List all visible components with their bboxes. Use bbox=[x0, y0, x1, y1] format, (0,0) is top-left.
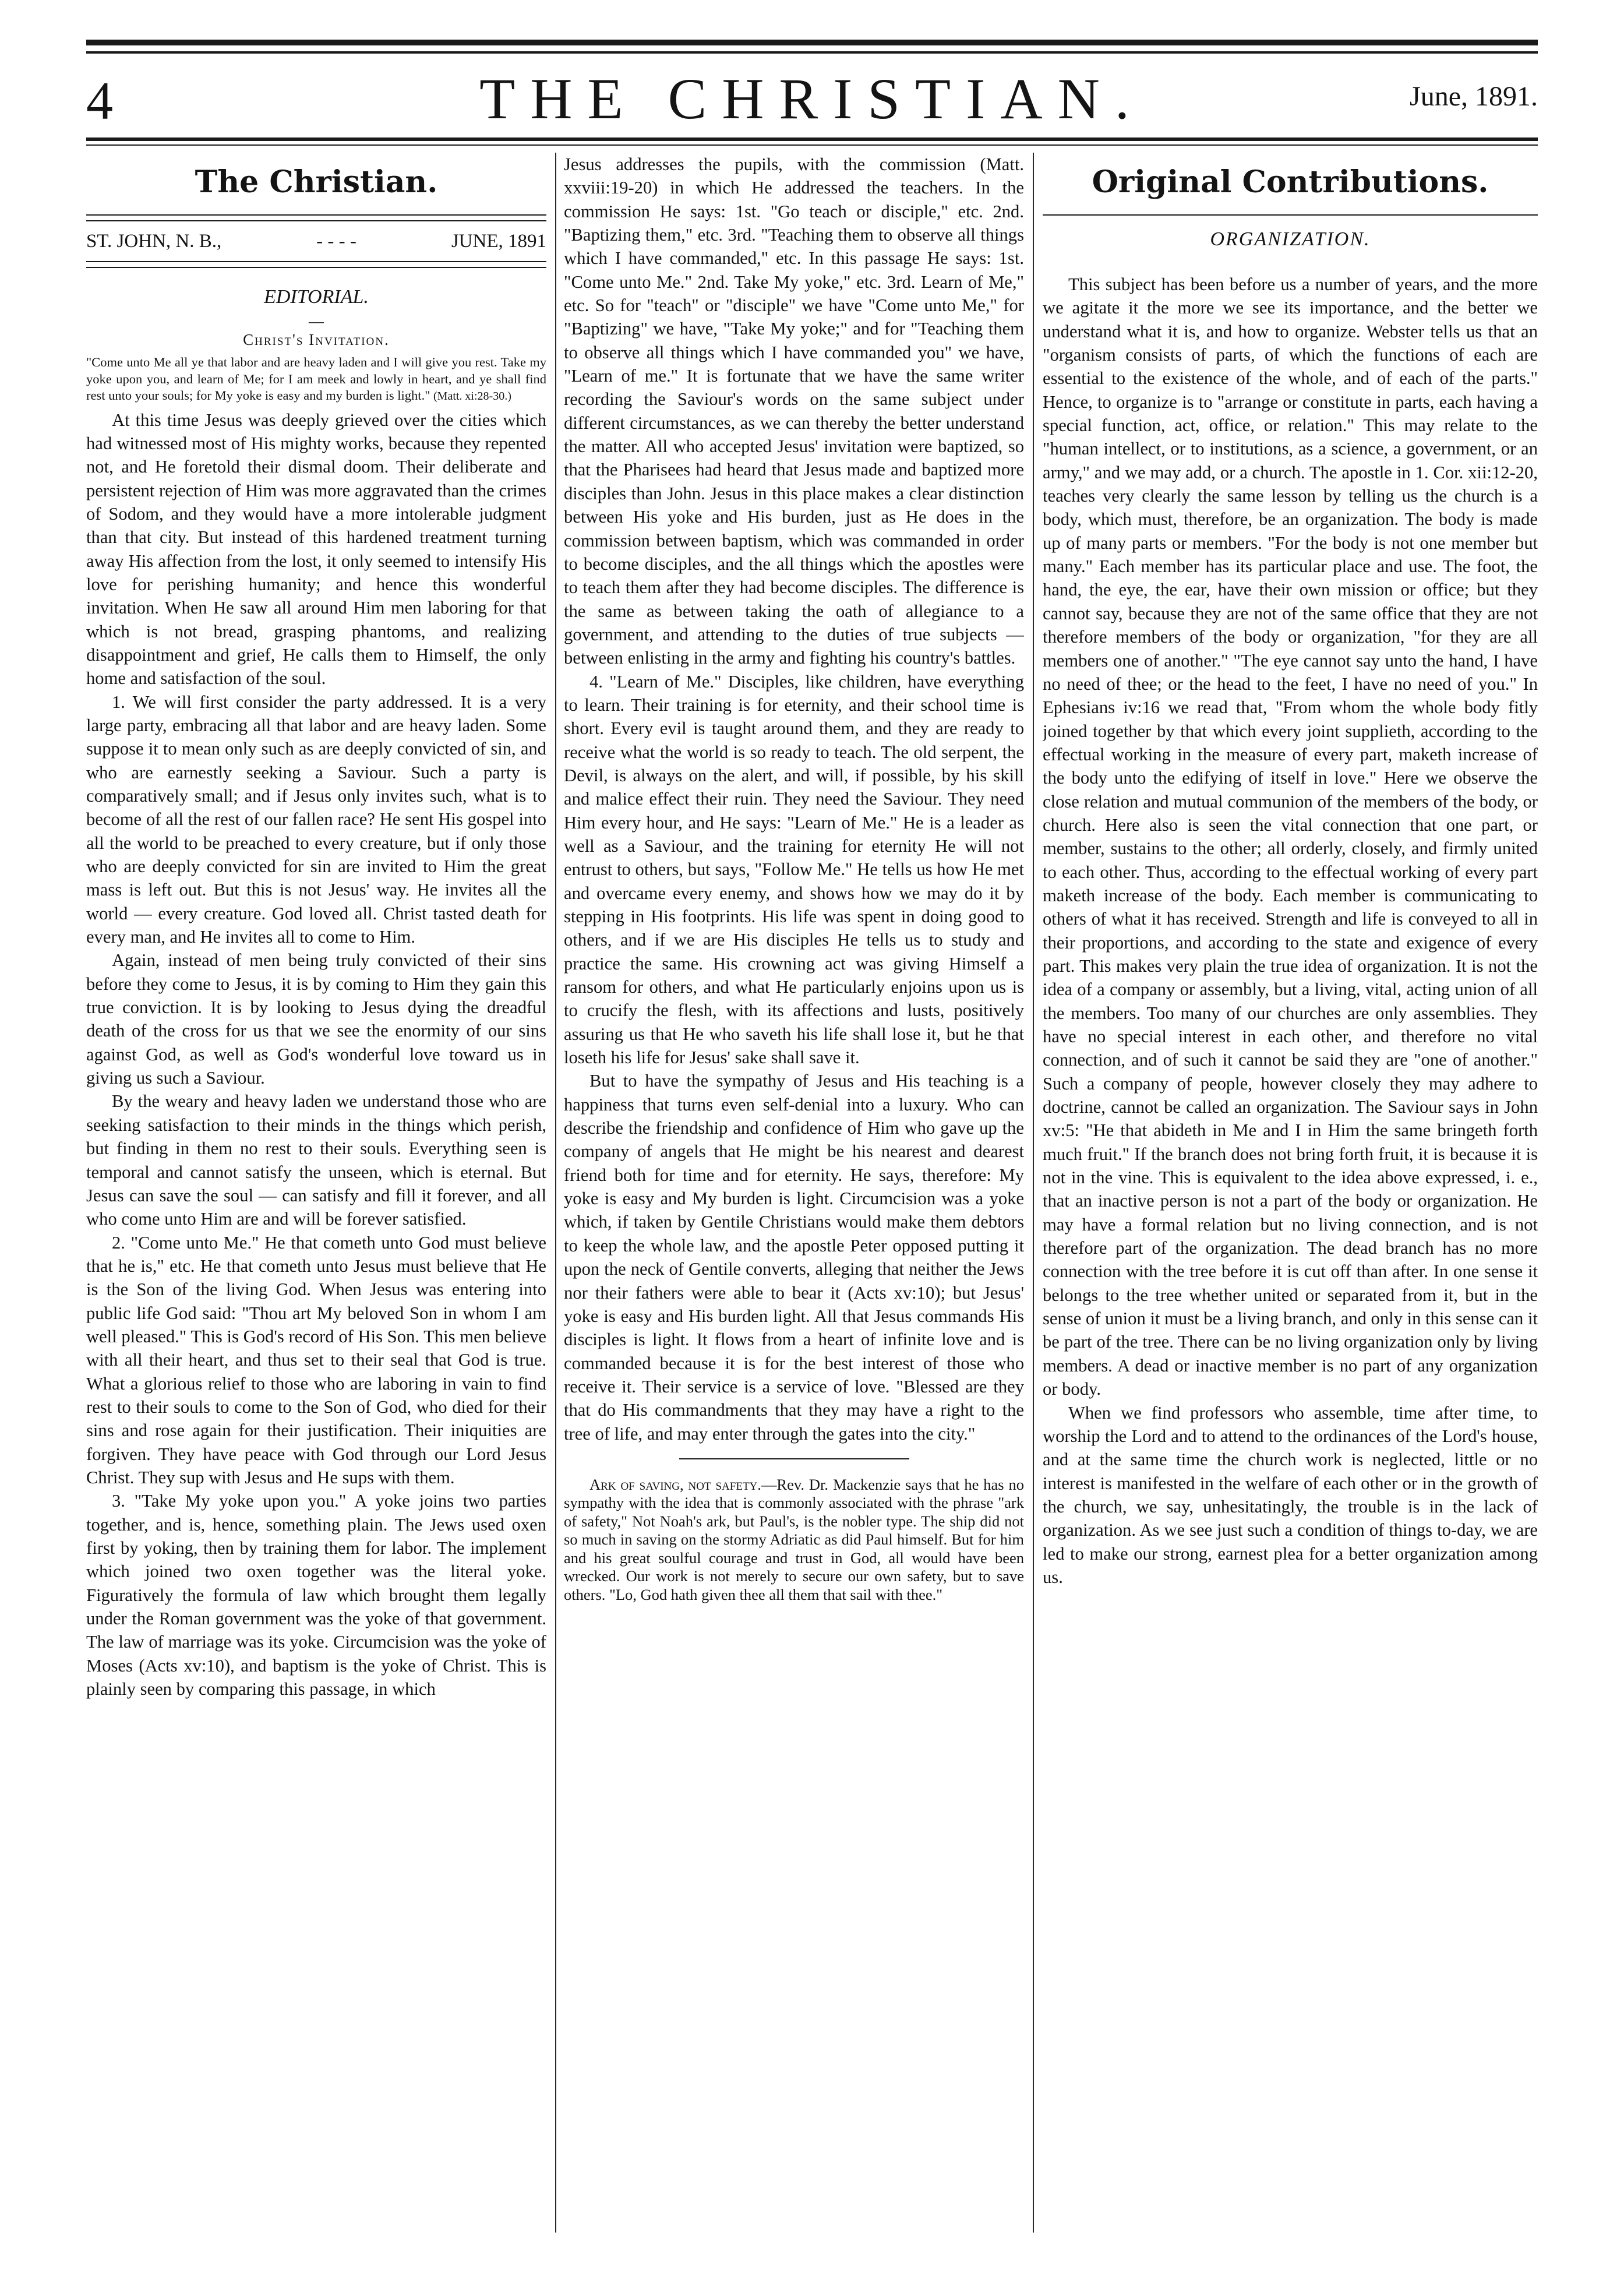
column-middle bbox=[564, 153, 1024, 2233]
column-rule bbox=[86, 261, 546, 268]
column-divider bbox=[555, 153, 556, 2233]
dateline-dots: - - - - bbox=[316, 231, 356, 252]
paragraph: 1. We will first consider the party addressed. It is a very large party, embracing all that labor and are heavy laden. Some suppose it to mean only such as are deeply convicted of sin, and who are earnestly seeking a Saviour. Such a party is comparatively small; and if Jesus only invites such, what is to become of all the rest of our fallen race? He sent His gospel into all the world to be preached to every creature, but if only those who are deeply convicted for sin are invited to Him the great mass is left out. But this is not Jesus' way. He invites all the world — every creature. God loved all. Christ tasted death for every man, and He invites all to come to Him. bbox=[86, 692, 546, 947]
dateline-date: JUNE, 1891 bbox=[451, 231, 546, 252]
ark-heading: Ark of saving, not safety. bbox=[589, 1475, 761, 1493]
masthead bbox=[86, 65, 1538, 135]
paragraph: This subject has been before us a number of years, and the more we agitate it the more we see its importance, and the better we understand what it is, and how to organize. Webster tells us that an "organism consists of parts, of which the functions of each are essential to the existence of the whole, and of each of the parts." Hence, to organize is to "arrange or constitute in parts, each having a special function, act, office, or relation." This may relate to the "human intellect, or to institutions, as a science, a government, or an army," and we may add, or a church. The apostle in 1. Cor. xii:12-20, teaches very clearly the same lesson by telling us the church is a body, which must, therefore, be an organization. The body is made up of many parts or members. "For the body is not one member but many." Each member has its particular place and use. The foot, the hand, the eye, the ear, have their own mission or office; but they cannot say, because they are not of the same office that they are not therefore members of the body or organization, "for they are all members one of another." "The eye cannot say unto the hand, I have no need of thee; or the head to the feet, I have no need of you." In Ephesians iv:16 we read that, "From whom the whole body fitly joined together by that which every joint supplieth, according to the effectual working in the measure of every part, maketh increase of the body unto the edifying of itself in love." Here we observe the close relation and mutual communion of the members of the body, or church. Here also is seen the vital connection that one part, or member, sustains to the other; all orderly, closely, and firmly united to each other. Thus, according to the effectual working of every part maketh increase of the body. Each member is communicating to others of what it has received. Strength and life is conveyed to all in their proportions, and according to the state and exigence of every part. This makes very plain the true idea of organization. It is not the idea of a company or assembly, but a living, vital, acting union of all the members. Too many of our churches are only assemblies. They have no special interest in each other, and therefore no vital connection, and of such it cannot be said they are "one of another." Such a company of people, however closely they may adhere to doctrine, cannot be called an organization. The Saviour says in John xv:5: "He that abideth in Me and I in Him the same bringeth forth much fruit." If the branch does not bring forth fruit, it is because it is not in the vine. This is equivalent to the idea above expressed, i. e., that an inactive person is not a part of the body or organization. He may have a formal relation but no living connection, and is not therefore part of the organization. The dead branch has no more connection with the tree before it is cut off than after. In one sense it belongs to the tree whether united or separated from it, but in the sense of union it must be a living branch, and only in this sense can it be part of the tree. There can be no living organization only by living members. A dead or inactive member is no part of any organization or body. bbox=[1043, 274, 1538, 1399]
dateline bbox=[86, 226, 546, 256]
column-rule bbox=[86, 214, 546, 221]
paragraph: Jesus addresses the pupils, with the commission (Matt. xxviii:19-20) in which He addressed the teachers. In the commission He says: 1st. "Go teach or disciple," etc. 2nd. "Baptizing them," etc. 3rd. "Teaching them to observe all things which I have commanded," etc. In this passage He says: 1st. "Come unto Me." 2nd. Take My yoke," etc. 3rd. Learn of Me," etc. So for "teach" or "disciple" we have "Come unto Me," for "Baptizing" we have, "Take My yoke;" and for "Teaching them to observe all things which I have commanded you" we have, "Learn of me." It is fortunate that we have the same writer recording the Saviour's words on the same subject under different circumstances, as we can thereby the better understand the matter. All who accepted Jesus' invitation were baptized, so that the Pharisees had heard that Jesus made and baptized more disciples than John. Jesus in this place makes a clear distinction between His yoke and His burden, just as He does in the commission between baptism, which was commanded in order to become disciples, and the all things which the apostles were to teach them after they had become disciples. The difference is the same as between taking the oath of allegiance to a government, and attending to the duties of true subjects — between enlisting in the army and fighting his country's battles. bbox=[564, 154, 1024, 668]
column-divider bbox=[1033, 153, 1034, 2233]
article-separator bbox=[679, 1458, 909, 1459]
page-number: 4 bbox=[86, 71, 113, 131]
epigraph-source: (Matt. xi:28-30.) bbox=[433, 390, 511, 403]
paragraph: But to have the sympathy of Jesus and His teaching is a happiness that turns even self-denial into a luxury. Who can describe the friendship and confidence of Him who gave up the company of angels that He might be his nearest and dearest friend both for time and for eternity. He says, therefore: My yoke is easy and My burden is light. Circumcision was a yoke which, if taken by Gentile Christians would make them debtors to keep the whole law, and the apostle Peter opposed putting it upon the neck of Gentile converts, alleging that neither the Jews nor their fathers were able to bear it (Acts xv:10); but Jesus' yoke is easy and His burden light. All that Jesus commands His disciples is light. It flows from a heart of infinite love and is commanded because it is for the best interest of those who receive it. Their service is a service of love. "Blessed are they that do His commandments that they may have a right to the tree of life, and may enter through the gates into the city." bbox=[564, 1071, 1024, 1444]
masthead-rule bbox=[86, 137, 1538, 141]
paragraph: At this time Jesus was deeply grieved over the cities which had witnessed most of His mighty works, because they repented not, and He foretold their dismal doom. Their deliberate and persistent rejection of Him was more aggravated than the crimes of Sodom, and they would have a more intolerable judgment than that city. But instead of this hardened treatment turning away His affection from the lost, it only seemed to intensify His love for perishing humanity; and hence this wonderful invitation. When He saw all around Him men laboring for that which is not bread, grasping phantoms, and realizing disappointment and grief, He calls them to Himself, the only home and satisfaction of the soul. bbox=[86, 410, 546, 689]
paragraph: 4. "Learn of Me." Disciples, like children, have everything to learn. Their training is for eternity, and their school time is short. Every evil is taught around them, and they are ready to receive what the world is so ready to teach. The old serpent, the Devil, is always on the alert, and will, if possible, by his skill and malice effect their ruin. They need the Saviour. They need Him every hour, and He says: "Learn of Me." He is a leader as well as a Saviour, and the training for eternity He will not entrust to others, but says, "Follow Me." He tells us how He met and overcame every enemy, and shows how we may do it by stepping in His footprints. His life was spent in doing good to others, and if we are His disciples He tells us to study and practice the same. His crowning act was giving Himself a ransom for others, and what He particularly enjoins upon us is to crucify the flesh, with its affections and lusts, positively assuring us that He who saveth his life shall lose it, but he that loseth his life for Jesus' sake shall save it. bbox=[564, 671, 1024, 1068]
ark-text: —Rev. Dr. Mackenzie says that he has no sympathy with the idea that is commonly associated with the phrase "ark of safety," Not Noah's ark, but Paul's, is the nobler type. The ship did not so much in saving on the stormy Adriatic as did Paul himself. But for him and his great soulful courage and trust in God, all would have been wrecked. Our work is not merely to secure our own safety, but to save others. "Lo, God hath given thee all them that sail with thee." bbox=[564, 1475, 1024, 1603]
epigraph-text: "Come unto Me all ye that labor and are heavy laden and I will give you rest. Take my yoke upon you, and learn of Me; for I am meek and lowly in heart, and ye shall find rest unto your souls; for My yoke is easy and my burden is light." bbox=[86, 355, 546, 403]
masthead-rule-thin bbox=[86, 144, 1538, 146]
epigraph bbox=[86, 354, 546, 405]
dateline-place: ST. JOHN, N. B., bbox=[86, 231, 222, 252]
paragraph: 3. "Take My yoke upon you." A yoke joins two parties together, and is, hence, something plain. The Jews used oxen first by yoking, then by training them for labor. The implement which joined two oxen together was the literal yoke. Figuratively the formula of law which brought them legally under the Roman government was the yoke of that government. The law of marriage was its yoke. Circumcision was the yoke of Moses (Acts xv:10), and baptism is the yoke of Christ. This is plainly seen by comparing this passage, in which bbox=[86, 1491, 546, 1699]
column-right bbox=[1043, 153, 1538, 2233]
ark-of-saving-item bbox=[564, 1476, 1024, 1604]
top-border-rule-thin bbox=[86, 51, 1538, 54]
editorial-label: EDITORIAL. bbox=[264, 286, 369, 308]
paragraph: By the weary and heavy laden we understand those who are seeking satisfaction to their minds in the things which perish, but finding in them no rest to their souls. Everything seen is temporal and cannot satisfy the unseen, which is eternal. But Jesus can save the soul — can satisfy and fill it forever, and all who come unto Him are and will be forever satisfied. bbox=[86, 1091, 546, 1229]
article-title-organization: ORGANIZATION. bbox=[1210, 228, 1371, 250]
article-title-christs-invitation: Christ's Invitation. bbox=[243, 331, 390, 348]
issue-date: June, 1891. bbox=[1410, 81, 1538, 112]
column-left bbox=[86, 153, 546, 2233]
ornament-dash: — bbox=[309, 313, 324, 330]
column-rule bbox=[1043, 214, 1538, 216]
paragraph: When we find professors who assemble, time after time, to worship the Lord and to attend to the ordinances of the Lord's house, and at the same time the church work is neglected, little or no interest is manifested in the welfare of each other or in the growth of the church, we say, unhesitatingly, the trouble is in the lack of organization. As we see just such a condition of things to-day, we are led to make our strong, earnest plea for a better organization among us. bbox=[1043, 1402, 1538, 1587]
paragraph: 2. "Come unto Me." He that cometh unto God must believe that he is," etc. He that cometh unto Jesus must believe that He is the Son of the living God. When Jesus was entering into public life God said: "Thou art My beloved Son in whom I am well pleased." This is God's record of His Son. This men believe with all their heart, and thus set to their seal that God is true. What a glorious relief to those who are laboring in vain to find rest to their souls to come to the Son of God, who died for their sins and rose again for their justification. Their iniquities are forgiven. They have peace with God through our Lord Jesus Christ. They sup with Jesus and He sups with them. bbox=[86, 1232, 546, 1487]
paragraph: Again, instead of men being truly convicted of their sins before they come to Jesus, it is by coming to Him they gain this true conviction. It is by looking to Jesus dying the dreadful death of the cross for us that we see the enormity of our sins against God, as well as God's wonderful love toward us in giving us such a Saviour. bbox=[86, 950, 546, 1088]
section-title-the-christian: The Christian. bbox=[195, 164, 438, 200]
top-border-rule bbox=[86, 40, 1538, 45]
section-title-original-contributions: Original Contributions. bbox=[1092, 164, 1489, 200]
newspaper-title: THE CHRISTIAN. bbox=[479, 66, 1145, 131]
